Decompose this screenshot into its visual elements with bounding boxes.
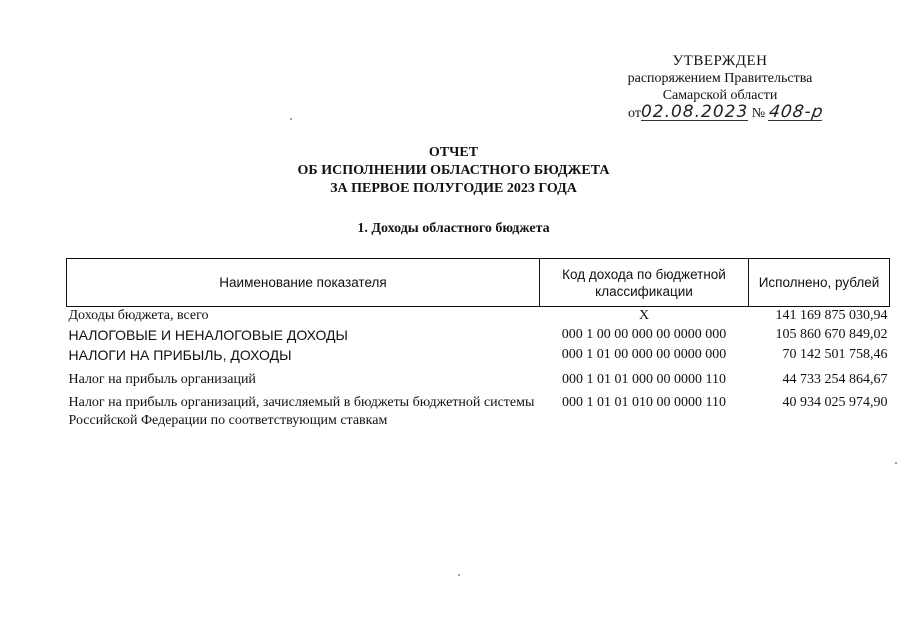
row-name: НАЛОГИ НА ПРИБЫЛЬ, ДОХОДЫ — [68, 347, 292, 363]
row-amount: 44 733 254 864,67 — [782, 372, 888, 387]
table-row — [67, 325, 890, 345]
row-amount: 141 169 875 030,94 — [775, 308, 888, 323]
approval-date-line — [600, 104, 840, 122]
row-name: Налог на прибыль организаций — [68, 372, 256, 387]
report-title-line2: ОБ ИСПОЛНЕНИИ ОБЛАСТНОГО БЮДЖЕТА — [297, 163, 610, 178]
row-amount: 70 142 501 758,46 — [782, 347, 888, 362]
scan-artifact — [458, 574, 460, 576]
row-name: Доходы бюджета, всего — [68, 308, 209, 323]
section-title: 1. Доходы областного бюджета — [357, 221, 550, 236]
row-code: 000 1 01 00 000 00 0000 000 — [561, 347, 727, 362]
row-code: 000 1 00 00 000 00 0000 000 — [561, 327, 727, 342]
table-row — [67, 389, 890, 430]
approval-title: УТВЕРЖДЕН — [672, 53, 768, 69]
row-name: Налог на прибыль организаций, зачисляемый в бюджеты бюджетной системы Российской Федерации по соответствующим ставкам — [68, 395, 535, 428]
header-amount: Исполнено, рублей — [749, 259, 890, 307]
report-title-line3: ЗА ПЕРВОЕ ПОЛУГОДИЕ 2023 ГОДА — [330, 181, 577, 196]
scan-artifact — [290, 118, 292, 120]
approval-number-prefix: № — [751, 106, 766, 121]
scan-artifact — [895, 462, 897, 464]
row-code: 000 1 01 01 010 00 0000 110 — [562, 395, 726, 410]
row-code: 000 1 01 01 000 00 0000 110 — [562, 372, 726, 387]
table-row — [67, 307, 890, 326]
row-name: НАЛОГОВЫЕ И НЕНАЛОГОВЫЕ ДОХОДЫ — [68, 327, 348, 343]
approval-issuer-line2: Самарской области — [662, 88, 778, 103]
approval-number: 408-р — [767, 102, 825, 122]
header-name: Наименование показателя — [67, 259, 540, 307]
row-code: Х — [638, 308, 650, 323]
approval-issuer-line1: распоряжением Правительства — [627, 71, 813, 86]
header-code: Код дохода по бюджетной классификации — [540, 259, 749, 307]
income-table — [66, 258, 890, 430]
row-amount: 105 860 670 849,02 — [775, 327, 888, 342]
report-title-line1: ОТЧЕТ — [428, 145, 479, 160]
approval-from-prefix: от — [628, 106, 641, 121]
table-row — [67, 365, 890, 389]
approval-stamp — [600, 53, 840, 122]
report-title — [0, 144, 907, 198]
table-row — [67, 345, 890, 365]
table-header-row — [67, 259, 890, 307]
row-amount: 40 934 025 974,90 — [782, 395, 888, 410]
approval-date: 02.08.2023 — [640, 102, 749, 122]
